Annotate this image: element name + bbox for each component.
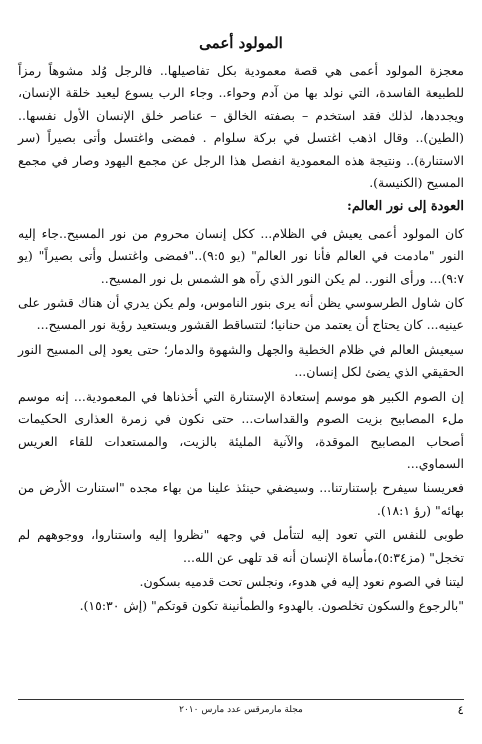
section-heading: العودة إلى نور العالم: [347, 199, 464, 215]
body-paragraph: كان شاول الطرسوسي يظن أنه يرى بنور الناموس، ولم يكن يدري أن هناك قشور على عينيه... كان يحتاج أن يعتمد من حنانيا؛ لتتساقط القشور ويستعيد رؤية نور المسيح... [18, 295, 464, 333]
footer-divider [18, 699, 464, 700]
journal-info: مجلة مارمرقس عدد مارس ٢٠١٠ [179, 705, 303, 715]
body-paragraph: طوبى للنفس التي تعود إليه لتتأمل في وجهه "نظروا إليه واستناروا، ووجوههم لم تخجل" (مز٥:٣٤)،مأساة الإنسان أنه قد تلهى عن الله... [18, 527, 464, 565]
body-paragraph: فعريسنا سيفرح بإستنارتنا... وسيضفي حينئذ علينا من بهاء مجده "استنارت الأرض من بهائه" (رؤ ١٨:١). [18, 480, 464, 518]
body-paragraph: "بالرجوع والسكون تخلصون. بالهدوء والطمأنينة تكون قوتكم" (إش ١٥:٣٠). [79, 598, 464, 614]
body-paragraph: كان المولود أعمى يعيش في الظلام... ككل إنسان محروم من نور المسيح..جاء إليه النور "مادمت في العالم فأنا نور العالم" (يو ٩:٥).."فمضى واغتسل وأتى بصيراً" (يو ٩:٧)... ورأى النور.. لم يكن النور الذي رآه هو الشمس بل نور المسيح.. [18, 225, 464, 286]
body-paragraph: ليتنا في الصوم نعود إليه في هدوء، ونجلس تحت قدميه بسكون. [139, 573, 464, 589]
article-title: المولود أعمى [199, 34, 283, 52]
article-page [18, 30, 464, 620]
intro-paragraph: معجزة المولود أعمى هي قصة معمودية بكل تفاصيلها.. فالرجل وُلد مشوهاً رمزاً للطبيعة الفاسدة، التي نولد بها من آدم وحواء.. وجاء الرب يسوع ليعيد خلقة الإنسان، ويجددها، لذلك فقد استخدم – بصفته الخالق – عناصر خلق الإنسان الأول نفسها.. (الطين).. وقال اذهب اغتسل في بركة سلوام . فمضى واغتسل وأتى بصيراً (سر الاستنارة).. ونتيجة هذه المعمودية انفصل هذا الرجل عن مجمع اليهود وصار في مجمع المسيح (الكنيسة). [18, 63, 464, 191]
body-paragraph: سيعيش العالم في ظلام الخطية والجهل والشهوة والدمار؛ حتى يعود إلى المسيح النور الحقيقي الذي يضئ لكل إنسان... [18, 341, 464, 380]
page-number: ٤ [457, 703, 464, 717]
body-paragraph: إن الصوم الكبير هو موسم إستعادة الإستنارة التي أخذناها في المعمودية... إنه موسم ملء المصابيح بزيت الصوم والقداسات... حتى نكون في زمرة العذارى الحكيمات أصحاب المصابيح الموقدة، والآنية المليئة بالزيت، والمستعدات للقاء العريس السماوي... [18, 388, 464, 471]
